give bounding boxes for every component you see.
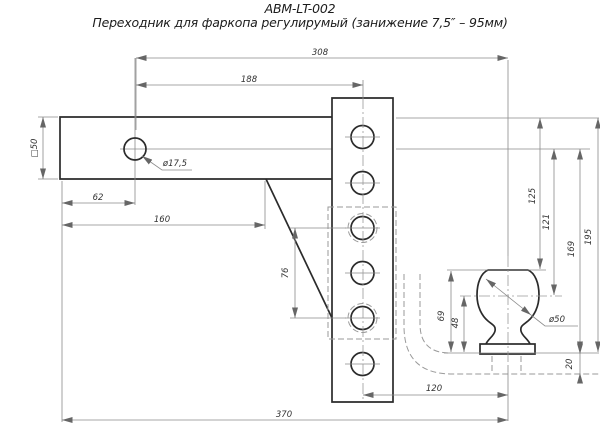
drawing-model-title: ABM-LT-002 — [264, 1, 336, 16]
ball-diameter-line — [486, 279, 531, 315]
extension-lines — [38, 58, 599, 422]
dim-69-label: 69 — [437, 310, 447, 322]
dim-188-label: 188 — [240, 75, 258, 85]
adjustment-plate — [332, 80, 393, 402]
drawing-subtitle: Переходник для фаркопа регулирумый (занижение 7,5″ – 95мм) — [92, 15, 508, 30]
tow-ball — [460, 60, 562, 421]
dim-308-label: 308 — [311, 48, 329, 58]
shank-outline — [60, 58, 332, 205]
dim-ball-dia-label: ø50 — [548, 315, 566, 325]
dim-48-label: 48 — [451, 317, 461, 329]
dim-121-label: 121 — [542, 213, 552, 231]
dim-120-label: 120 — [425, 384, 443, 394]
dim-sq50-label: □50 — [30, 138, 40, 158]
dim-125-label: 125 — [528, 187, 538, 205]
dimension-lines — [43, 58, 598, 420]
dim-195-label: 195 — [584, 228, 594, 246]
dim-hole-dia-label: ø17,5 — [162, 159, 188, 169]
ball-flange — [480, 344, 535, 354]
dim-160-label: 160 — [153, 215, 171, 225]
dim-76-label: 76 — [281, 267, 291, 279]
dim-62-label: 62 — [92, 193, 104, 203]
support-gusset — [266, 179, 332, 318]
dim-20-label: 20 — [565, 358, 575, 370]
dim-169-label: 169 — [567, 240, 577, 258]
dimension-labels — [30, 48, 594, 420]
dim-370-label: 370 — [275, 410, 293, 420]
